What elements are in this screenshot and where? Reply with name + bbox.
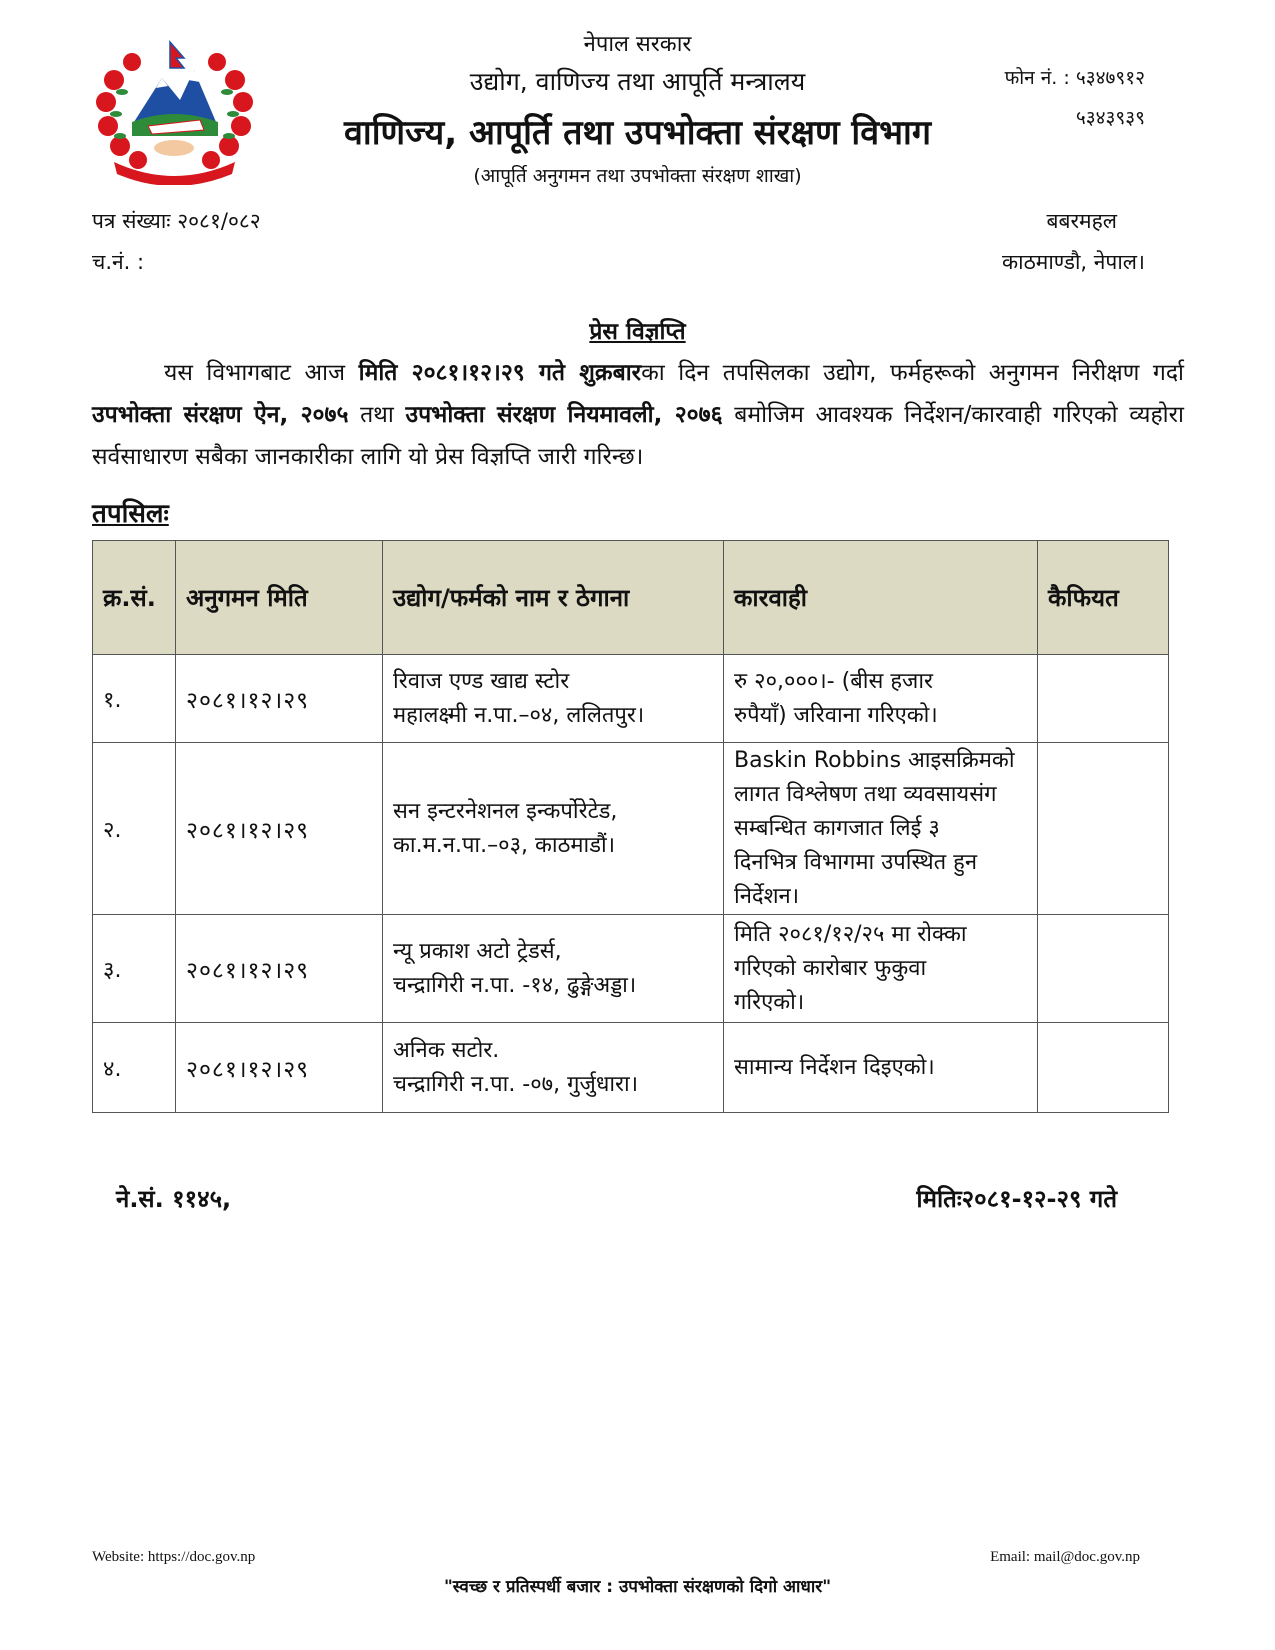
table-row	[93, 743, 1169, 915]
phone-number: फोन नं. : ५३४७९१२	[1004, 67, 1145, 89]
government-name: नेपाल सरकार	[583, 32, 692, 57]
issue-date: मितिः२०८१-१२-२९ गते	[916, 1185, 1117, 1213]
cell-firm	[383, 743, 724, 915]
letter-number: पत्र संख्याः २०८१/०८२	[92, 209, 261, 233]
inspection-table	[92, 540, 1169, 1113]
email-text: Email: mail@doc.gov.np	[990, 1549, 1140, 1565]
cell-action	[724, 1023, 1038, 1113]
phone-number-2: ५३४३९३९	[1075, 107, 1145, 129]
action-line: गरिएको कारोबार फुकुवा	[734, 955, 927, 981]
cell-firm	[383, 655, 724, 743]
action-line: रु २०,०००।- (बीस हजार	[734, 668, 934, 694]
body-text: तथा	[348, 402, 406, 428]
table-row	[93, 915, 1169, 1023]
footer-slogan: "स्वच्छ र प्रतिस्पर्धी बजार : उपभोक्ता संरक्षणको दिगो आधार"	[443, 1577, 832, 1597]
department-name: वाणिज्य, आपूर्ति तथा उपभोक्ता संरक्षण विभाग	[344, 113, 931, 153]
cell-remarks	[1038, 915, 1169, 1023]
firm-address: का.म.न.पा.–०३, काठमाडौं।	[393, 832, 616, 858]
details-heading: तपसिलः	[92, 499, 169, 529]
column-header-date: अनुगमन मिति	[176, 541, 383, 655]
cell-sn: १.	[93, 655, 176, 743]
firm-address: चन्द्रागिरी न.पा. -१४, ढुङ्गेअड्डा।	[393, 972, 637, 998]
column-header-remarks: कैफियत	[1038, 541, 1169, 655]
firm-address: महालक्ष्मी न.पा.–०४, ललितपुर।	[393, 702, 645, 728]
firm-name: सन इन्टरनेशनल इन्कर्पोरेटेड,	[393, 798, 618, 824]
body-text: का दिन तपसिलका उद्योग, फर्महरूको अनुगमन निरीक्षण गर्दा	[641, 360, 1184, 386]
cell-remarks	[1038, 743, 1169, 915]
cell-sn: ३.	[93, 915, 176, 1023]
firm-name: न्यू प्रकाश अटो ट्रेडर्स,	[393, 938, 562, 964]
press-release-body	[92, 352, 1184, 478]
nepal-samvat-year: ने.सं. ११४५,	[116, 1185, 232, 1213]
cell-sn: २.	[93, 743, 176, 915]
action-line: मिति २०८१/१२/२५ मा रोक्का	[734, 921, 967, 947]
column-header-action: कारवाही	[724, 541, 1038, 655]
cell-action	[724, 743, 1038, 915]
cell-date: २०८१।१२।२९	[176, 655, 383, 743]
cell-date: २०८१।१२।२९	[176, 743, 383, 915]
body-text: यस विभागबाट आज	[164, 360, 359, 386]
cell-firm	[383, 915, 724, 1023]
cell-sn: ४.	[93, 1023, 176, 1113]
action-line: Baskin Robbins आइसक्रिमको	[734, 747, 1015, 773]
firm-address: चन्द्रागिरी न.पा. -०७, गुर्जुधारा।	[393, 1071, 639, 1097]
table-row	[93, 655, 1169, 743]
cell-action	[724, 915, 1038, 1023]
ministry-name: उद्योग, वाणिज्य तथा आपूर्ति मन्त्रालय	[469, 67, 806, 96]
table-header-row	[93, 541, 1169, 655]
address-line-1: बबरमहल	[1046, 209, 1117, 233]
body-bold-regulation: उपभोक्ता संरक्षण नियमावली, २०७६	[405, 402, 723, 428]
cell-date: २०८१।१२।२९	[176, 915, 383, 1023]
firm-name: रिवाज एण्ड खाद्य स्टोर	[393, 668, 570, 694]
website-text: Website: https://doc.gov.np	[92, 1549, 256, 1565]
action-line: सम्बन्धित कागजात लिई ३	[734, 815, 940, 841]
action-line: लागत विश्लेषण तथा व्यवसायसंग	[734, 781, 997, 807]
action-line: सामान्य निर्देशन दिइएको।	[734, 1054, 935, 1080]
address-line-2: काठमाण्डौ, नेपाल।	[1002, 250, 1145, 274]
cell-firm	[383, 1023, 724, 1113]
body-text: बमोजिम आवश्यक निर्देशन/कारवाही गरिएको व्यहोरा सर्वसाधारण सबैका जानकारीका लागि यो प्रेस विज्ञप्ति जारी गरिन्छ।	[92, 402, 1184, 470]
body-bold-act: उपभोक्ता संरक्षण ऐन, २०७५	[92, 402, 349, 428]
action-line: निर्देशन।	[734, 883, 800, 909]
body-bold-date: मिति २०८१।१२।२९ गते शुक्रबार	[358, 360, 642, 386]
cell-date: २०८१।१२।२९	[176, 1023, 383, 1113]
cell-remarks	[1038, 1023, 1169, 1113]
firm-name: अनिक सटोर.	[393, 1037, 500, 1063]
press-release-title: प्रेस विज्ञप्ति	[589, 319, 686, 345]
cell-action	[724, 655, 1038, 743]
cell-remarks	[1038, 655, 1169, 743]
action-line: रुपैयाँ) जरिवाना गरिएको।	[734, 702, 938, 728]
action-line: गरिएको।	[734, 989, 805, 1015]
dispatch-number: च.नं. :	[92, 250, 145, 274]
column-header-sn: क्र.सं.	[93, 541, 176, 655]
column-header-firm: उद्योग/फर्मको नाम र ठेगाना	[383, 541, 724, 655]
table-row	[93, 1023, 1169, 1113]
action-line: दिनभित्र विभागमा उपस्थित हुन	[734, 849, 978, 875]
branch-name: (आपूर्ति अनुगमन तथा उपभोक्ता संरक्षण शाखा)	[473, 165, 802, 187]
